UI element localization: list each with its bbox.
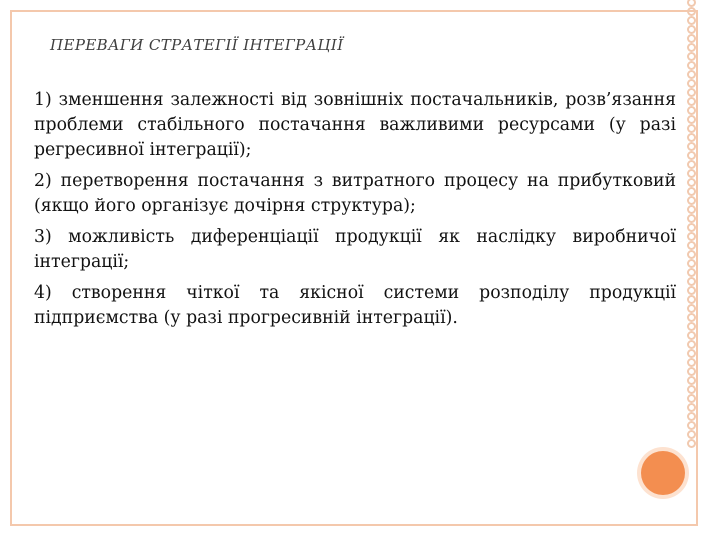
decorative-dot bbox=[687, 214, 696, 223]
list-item: 4) створення чіткої та якісної системи розподілу продукції підприємства (у разі прогресивній інтеграції). bbox=[34, 283, 676, 328]
decorative-dot bbox=[687, 385, 696, 394]
decorative-dot bbox=[687, 304, 696, 313]
decorative-dot bbox=[687, 43, 696, 52]
decorative-dot bbox=[687, 151, 696, 160]
decorative-dot bbox=[687, 295, 696, 304]
decorative-dot bbox=[687, 169, 696, 178]
decorative-dot bbox=[687, 178, 696, 187]
list-item: 1) зменшення залежності від зовнішніх постачальників, розв’язання проблеми стабільного постачання важливими ресурсами (у разі регресивної інтеграції); bbox=[34, 90, 676, 160]
decorative-dot bbox=[687, 0, 696, 7]
decorative-dot bbox=[687, 70, 696, 79]
decorative-dot bbox=[687, 133, 696, 142]
decorative-dot bbox=[687, 430, 696, 439]
decorative-dot bbox=[687, 7, 696, 16]
decorative-dot bbox=[687, 25, 696, 34]
decorative-dot bbox=[687, 259, 696, 268]
list-item: 2) перетворення постачання з витратного процесу на прибутковий (якщо його організує дочірня структура); bbox=[34, 171, 676, 216]
decorative-dot bbox=[687, 187, 696, 196]
decorative-dot bbox=[687, 106, 696, 115]
decorative-dot-chain bbox=[684, 0, 706, 530]
decorative-dot bbox=[687, 52, 696, 61]
accent-circle bbox=[641, 451, 685, 495]
decorative-dot bbox=[687, 421, 696, 430]
decorative-dot bbox=[687, 439, 696, 448]
decorative-dot bbox=[687, 268, 696, 277]
decorative-dot bbox=[687, 340, 696, 349]
decorative-dot bbox=[687, 61, 696, 70]
decorative-dot bbox=[687, 250, 696, 259]
decorative-dot bbox=[687, 376, 696, 385]
decorative-dot bbox=[687, 322, 696, 331]
decorative-dot bbox=[687, 349, 696, 358]
decorative-dot bbox=[687, 367, 696, 376]
slide-title: ПЕРЕВАГИ СТРАТЕГІЇ ІНТЕГРАЦІЇ bbox=[50, 36, 344, 54]
decorative-dot bbox=[687, 223, 696, 232]
decorative-dot bbox=[687, 358, 696, 367]
decorative-dot bbox=[687, 196, 696, 205]
decorative-dot bbox=[687, 160, 696, 169]
decorative-dot bbox=[687, 79, 696, 88]
decorative-dot bbox=[687, 97, 696, 106]
decorative-dot bbox=[687, 394, 696, 403]
decorative-dot bbox=[687, 124, 696, 133]
decorative-dot bbox=[687, 88, 696, 97]
decorative-dot bbox=[687, 331, 696, 340]
slide-body bbox=[34, 88, 676, 337]
decorative-dot bbox=[687, 34, 696, 43]
decorative-dot bbox=[687, 232, 696, 241]
decorative-dot bbox=[687, 277, 696, 286]
decorative-dot bbox=[687, 142, 696, 151]
decorative-dot bbox=[687, 16, 696, 25]
decorative-dot bbox=[687, 115, 696, 124]
decorative-dot bbox=[687, 241, 696, 250]
decorative-dot bbox=[687, 205, 696, 214]
decorative-dot bbox=[687, 412, 696, 421]
decorative-dot bbox=[687, 403, 696, 412]
decorative-dot bbox=[687, 286, 696, 295]
decorative-dot bbox=[687, 313, 696, 322]
list-item: 3) можливість диференціації продукції як наслідку виробничої інтеграції; bbox=[34, 227, 676, 272]
